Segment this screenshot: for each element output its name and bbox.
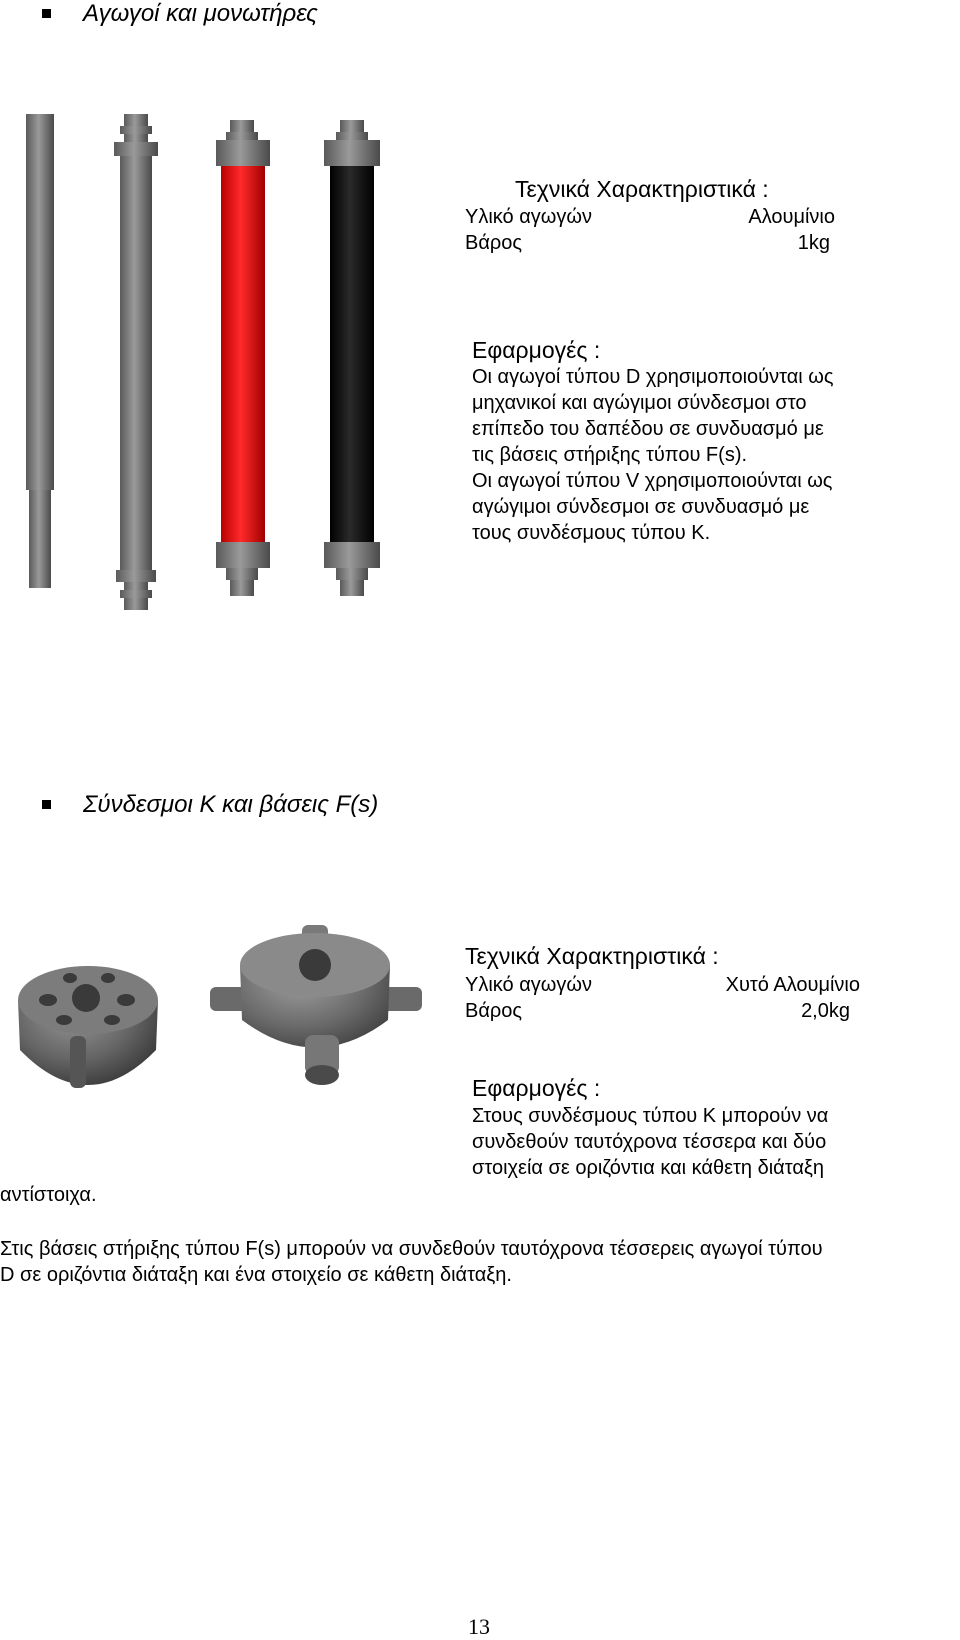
- page-number: 13: [468, 1614, 490, 1639]
- text-line: Στις βάσεις στήριξης τύπου F(s) μπορούν να συνδεθούν ταυτόχρονα τέσσερεις αγωγοί τύπου: [0, 1238, 823, 1260]
- applications-title: Εφαρμογές :: [472, 337, 601, 363]
- connector-k-illustration: [8, 950, 168, 1110]
- applications-title: Εφαρμογές :: [472, 1075, 601, 1101]
- text-line: D σε οριζόντια διάταξη και ένα στοιχείο σε κάθετη διάταξη.: [0, 1264, 512, 1286]
- bullet-marker: [42, 800, 51, 809]
- spec-label: Βάρος: [465, 232, 523, 254]
- text-line: συνδεθούν ταυτόχρονα τέσσερα και δύο: [472, 1131, 827, 1153]
- text-line: Οι αγωγοί τύπου D χρησιμοποιούνται ως: [472, 366, 834, 388]
- spec-row-material: [465, 204, 835, 230]
- bullet-marker: [42, 9, 51, 18]
- text-line: επίπεδο του δαπέδου σε συνδυασμό με: [472, 418, 824, 440]
- continuation-word: αντίστοιχα.: [0, 1184, 97, 1206]
- spec-row-weight: [465, 230, 830, 256]
- text-line: αγώγιμοι σύνδεσμοι σε συνδυασμό με: [472, 496, 810, 518]
- section-heading-conductors: Αγωγοί και μονωτήρες: [83, 0, 318, 27]
- spec-label: Υλικό αγωγών: [465, 206, 593, 228]
- rod-plain-gray: [26, 114, 54, 588]
- rod-red: [216, 120, 270, 596]
- section-heading-connectors: Σύνδεσμοι Κ και βάσεις F(s): [83, 791, 379, 818]
- rod-black: [324, 120, 380, 596]
- specs-title: Τεχνικά Χαρακτηριστικά :: [465, 943, 719, 969]
- applications-text: [472, 1103, 828, 1181]
- text-line: Στους συνδέσμους τύπου Κ μπορούν να: [472, 1105, 829, 1127]
- text-line: Οι αγωγοί τύπου V χρησιμοποιούνται ως: [472, 470, 833, 492]
- spec-label: Βάρος: [465, 1000, 523, 1022]
- spec-value: 2,0kg: [801, 1000, 850, 1022]
- base-fs-illustration: [210, 925, 430, 1100]
- spec-label: Υλικό αγωγών: [465, 974, 593, 996]
- text-line: τις βάσεις στήριξης τύπου F(s).: [472, 444, 748, 466]
- conductor-rods-illustration: [18, 112, 398, 632]
- text-line: μηχανικοί και αγώγιμοι σύνδεσμοι στο: [472, 392, 807, 414]
- rod-gray-fitted: [114, 114, 158, 610]
- spec-row-material: [465, 972, 860, 998]
- text-line: τους συνδέσμους τύπου Κ.: [472, 522, 711, 544]
- applications-text: [472, 364, 834, 546]
- base-paragraph: [0, 1236, 823, 1288]
- specs-title: Τεχνικά Χαρακτηριστικά :: [515, 176, 769, 202]
- spec-value: Χυτό Αλουμίνιο: [725, 974, 860, 996]
- spec-value: 1kg: [797, 232, 830, 254]
- spec-value: Αλουμίνιο: [748, 206, 835, 228]
- spec-row-weight: [465, 998, 850, 1024]
- text-line: στοιχεία σε οριζόντια και κάθετη διάταξη: [472, 1157, 824, 1179]
